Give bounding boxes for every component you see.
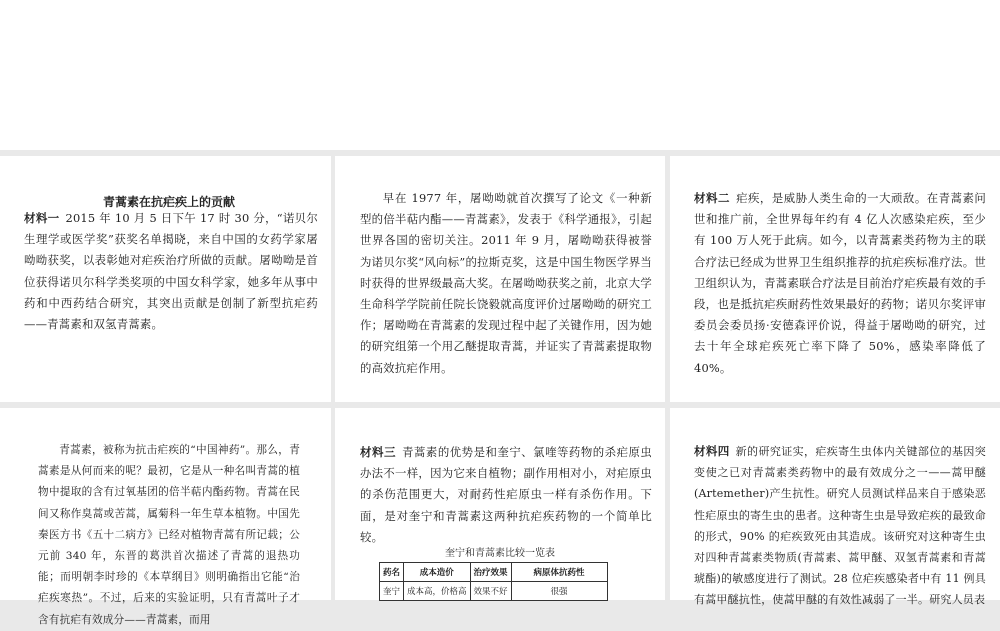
table-row bbox=[380, 582, 608, 601]
material-label: 材料二 bbox=[694, 191, 731, 205]
table-cell: 奎宁 bbox=[380, 582, 404, 601]
panel-material-1 bbox=[0, 156, 331, 402]
material-1-text: 2015 年 10 月 5 日下午 17 时 30 分，“诺贝尔生理学或医学奖”获奖名单揭晓，来自中国的女药学家屠呦呦获奖，以表彰她对疟疾治疗所做的贡献。屠呦呦是首位获得诺贝尔科学类奖项的中国女科学家，她多年从事中药和中西药结合研究，其突出贡献是创制了新型抗疟药——青蒿素和双氢青蒿素。 bbox=[24, 211, 318, 332]
material-3-paragraph bbox=[360, 442, 652, 548]
material-2-text: 疟疾，是威胁人类生命的一大顽敌。在青蒿素问世和推广前，全世界每年约有 4 亿人次感染疟疾，至少有 100 万人死于此病。如今，以青蒿素类药物为主的联合疗法已经成为世界卫生组织推荐的抗疟疾标准疗法。世卫组织认为，青蒿素联合疗法是目前治疗疟疾最有效的手段，也是抵抗疟疾耐药性效果最好的药物；诺贝尔奖评审委员会委员扬·安德森评价说，得益于屠呦呦的研究，过去十年全球疟疾死亡率下降了 50%，感染率降低了 40%。 bbox=[694, 191, 986, 375]
table-header-cell: 成本造价 bbox=[404, 563, 471, 582]
panel-material-2 bbox=[670, 156, 1000, 402]
table-header-cell: 药名 bbox=[380, 563, 404, 582]
continuation-paragraph: 青蒿素，被称为抗击疟疾的“中国神药”。那么，青蒿素是从何而来的呢？最初，它是从一种名叫青蒿的植物中提取的含有过氧基团的倍半萜内酯药物。青蒿在民间又称作臭蒿或苦蒿，属菊科一年生草本植物。中国先秦医方书《五十二病方》已经对植物青蒿有所记载；公元前 340 年，东晋的葛洪首次描述了青蒿的退热功能；而明朝李时珍的《本草纲目》则明确指出它能“治疟疾寒热”。不过，后来的实验证明，只有青蒿叶子才含有抗疟有效成分——青蒿素，而用 bbox=[38, 444, 300, 626]
material-3-text: 青蒿素的优势是和奎宁、氯喹等药物的杀疟原虫办法不一样，因为它来自植物；副作用相对小，对疟原虫的杀伤范围更大，对耐药性疟原虫一样有杀伤作用。下面，是对奎宁和青蒿素这两种抗疟疾药物的一个简单比较。 bbox=[360, 445, 652, 544]
panel-material-3 bbox=[335, 408, 665, 600]
page-title: 青蒿素在抗疟疾上的贡献 bbox=[103, 195, 236, 209]
table-header-cell: 病原体抗药性 bbox=[511, 563, 607, 582]
table-cell: 效果不好 bbox=[470, 582, 511, 601]
panel-material-4 bbox=[670, 408, 1000, 607]
table-cell: 很强 bbox=[511, 582, 607, 601]
table-cell: 成本高，价格高 bbox=[404, 582, 471, 601]
panel-continuation-2 bbox=[0, 408, 331, 626]
material-label: 材料四 bbox=[694, 444, 730, 458]
table-header-row bbox=[380, 563, 608, 582]
material-label: 材料三 bbox=[360, 445, 397, 459]
material-4-text: 新的研究证实，疟疾寄生虫体内关键部位的基因突变使之已对青蒿素类药物中的最有效成分之一——蒿甲醚(Artemether)产生抗性。研究人员测试样品来自于感染恶性疟原虫的寄生虫的患者。这种寄生虫是导致疟疾的最致命的形式，90% 的疟疾致死由其造成。该研究对这种寄生虫对四种青蒿素类物质(青蒿素、蒿甲醚、双氢青蒿素和青蒿琥酯)的敏感度进行了测试。28 位疟疾感染者中有 11 例具有蒿甲醚抗性，使蒿甲醚的有效性减弱了一半。研究人员表 bbox=[694, 445, 986, 607]
material-label: 材料一 bbox=[24, 211, 60, 225]
material-2-paragraph bbox=[694, 188, 986, 379]
table-caption: 奎宁和青蒿素比较一览表 bbox=[445, 548, 555, 559]
material-4-paragraph bbox=[694, 441, 986, 611]
material-1-paragraph bbox=[24, 208, 318, 335]
panel-continuation-1 bbox=[335, 156, 665, 402]
continuation-paragraph: 早在 1977 年，屠呦呦就首次撰写了论文《一种新型的倍半萜内酯——青蒿素》，发表于《科学通报》，引起世界各国的密切关注。2011 年 9 月，屠呦呦获得被誉为诺贝尔奖“风向标”的拉斯克奖，这是中国生物医学界当时获得的世界级最高大奖。在屠呦呦获奖之前，北京大学生命科学学院前任院长饶毅就高度评价过屠呦呦的研究工作；屠呦呦在青蒿素的发现过程中起了关键作用，因为她的研究组第一个用乙醚提取青蒿，并证实了青蒿素提取物的高效抗疟作用。 bbox=[360, 191, 652, 375]
table-header-cell: 治疗效果 bbox=[470, 563, 511, 582]
blank-top-area bbox=[0, 0, 1000, 150]
comparison-table bbox=[379, 562, 608, 601]
